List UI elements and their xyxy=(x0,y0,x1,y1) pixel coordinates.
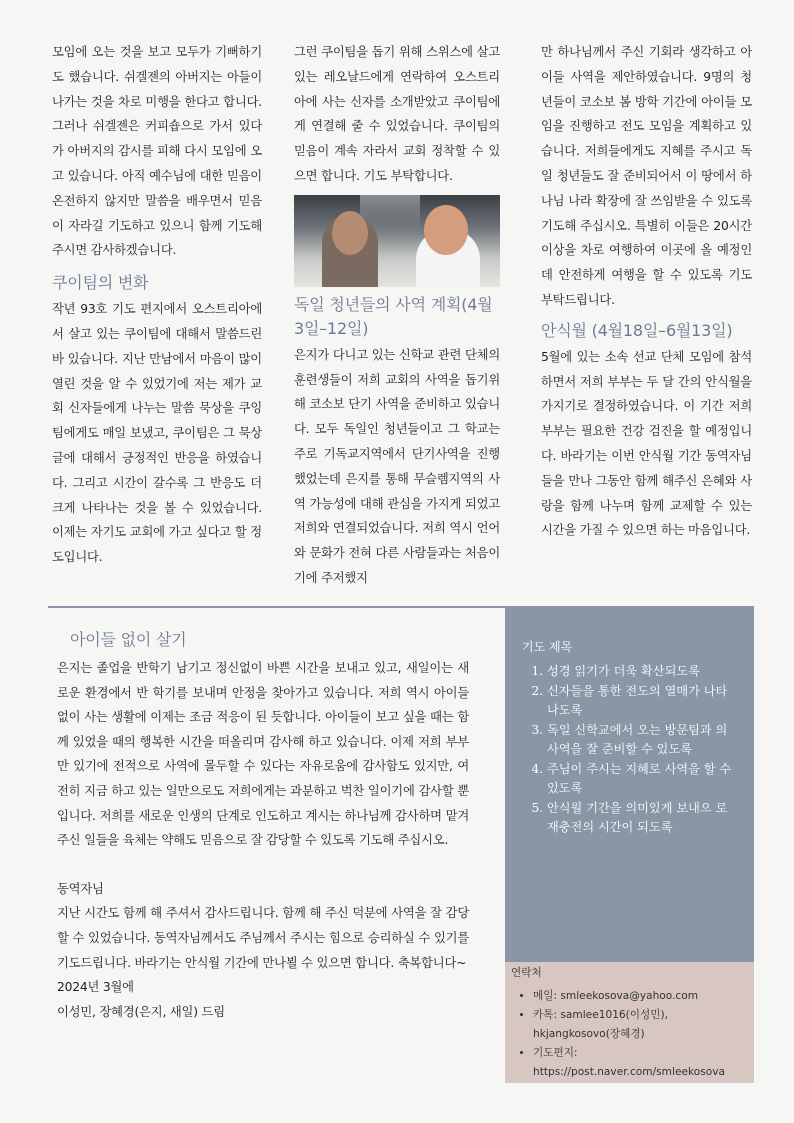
section-heading-sabbatical: 안식월 (4월18일–6월13일) xyxy=(541,320,733,340)
signature: 이성민, 장혜경(은지, 새일) 드림 xyxy=(57,1004,225,1019)
prayer-topics-title: 기도 제목 xyxy=(522,640,573,654)
contact-email[interactable]: • 메일: smleekosova@yahoo.com xyxy=(533,987,754,1006)
paragraph: 만 하나님께서 주신 기회라 생각하고 아이들 사역을 제안하였습니다. 9명의 청년들이 코소보 봄 방학 기간에 아이들 모임을 진행하고 전도 모임을 계획하고 있습니다. 저희들에게도 지혜를 주시고 독일 청년들도 잘 준비되어서 이 땅에서 하나님 나라 확장에 잘 쓰임받을 수 있도록 기도해 주십시오. 특별히 이들은 20시간 이상을 차로 여행하여 이곳에 올 예정인데 안전하게 여행을 할 수 있도록 기도 부탁드립니다. xyxy=(541,45,752,307)
section-heading-german-youth: 독일 청년들의 사역 계획(4월3일–12일) xyxy=(294,294,493,338)
paragraph: 5월에 있는 소속 선교 단체 모임에 참석하면서 저희 부부는 두 달 간의 안식월을 가지기로 결정하였습니다. 이 기간 저희 부부는 필요한 건강 검진을 할 예정입니다. 바라기는 이번 안식월 기간 동역자님들을 만나 그동안 함께 해주신 은혜와 사랑을 함께 나누며 함께 교제할 수 있는 시간을 가질 수 있으면 하는 마음입니다. xyxy=(541,349,752,538)
letter-closing-section xyxy=(57,628,469,1024)
contact-letter-link[interactable]: https://post.naver.com/smleekosova xyxy=(533,1066,725,1078)
paragraph: 은지는 졸업을 반학기 남기고 정신없이 바쁜 시간을 보내고 있고, 새일이는 새로운 환경에서 반 학기를 보내며 안정을 찾아가고 있습니다. 저희 역시 아이들 없이 사는 생활에 이제는 조금 적응이 된 듯합니다. 아이들이 보고 싶을 때는 함께 있었을 때의 행복한 시간을 떠올리며 감사해 하고 있습니다. 이제 저희 부부만 있기에 전적으로 사역에 몰두할 수 있다는 자유로움에 감사함도 있지만, 여전히 지금 하고 있는 일만으로도 저희에게는 과분하고 벅찬 일이기에 감사할 뿐입니다. 저희를 새로운 인생의 단계로 인도하고 계시는 하나님께 감사하며 맡겨주신 일들을 육체는 약해도 믿음으로 잘 감당할 수 있도록 기도해 주십시오. xyxy=(57,661,469,848)
column-3 xyxy=(541,40,752,543)
list-item: 2. 신자들을 통한 전도의 열매가 나타나도록 xyxy=(547,682,739,720)
section-heading-without-children: 아이들 없이 살기 xyxy=(70,630,187,649)
contact-box xyxy=(505,962,754,1083)
paragraph: 그런 쿠이팀을 돕기 위해 스위스에 살고 있는 레오날드에게 연락하여 오스트리아에 사는 신자를 소개받았고 쿠이팀에게 연결해 줄 수 있었습니다. 쿠이팀의 믿음이 계속 자라서 교회 정착할 수 있으면 합니다. 기도 부탁합니다. xyxy=(294,45,500,183)
paragraph: 작년 93호 기도 편지에서 오스트리아에서 살고 있는 쿠이팀에 대해서 말씀드린 바 있습니다. 지난 만남에서 마음이 많이 열린 것을 알 수 있었기에 저는 제가 교회 신자들에게 나누는 말씀 묵상을 쿠잉팀에게도 매일 보냈고, 쿠이팀은 그 묵상 글에 대해서 긍정적인 반응을 하였습니다. 그리고 시간이 갈수록 그 반응도 더 크게 나타나는 것을 볼 수 있었습니다. 이제는 자기도 교회에 가고 싶다고 할 정도입니다. xyxy=(52,302,262,565)
prayer-topics-box xyxy=(505,608,754,962)
list-item: 3. 독일 신학교에서 오는 방문팀과 의 사역을 잘 준비할 수 있도록 xyxy=(547,721,739,759)
contact-title: 연락처 xyxy=(511,967,542,979)
paragraph: 지난 시간도 함께 해 주셔서 감사드립니다. 함께 해 주신 덕분에 사역을 잘 감당할 수 있었습니다. 동역자님께서도 주님께서 주시는 힘으로 승리하실 수 있기를 기도드립니다. 바라기는 안식월 기간에 만나뵐 수 있으면 합니다. 축복합니다~ xyxy=(57,906,469,970)
list-item: 4. 주님이 주시는 지혜로 사역을 할 수 있도록 xyxy=(547,760,739,798)
greeting: 동역자님 xyxy=(57,881,104,896)
contact-kakao: • 카톡: samlee1016(이성민), hkjangkosovo(장혜경) xyxy=(533,1006,754,1044)
list-item: 1. 성경 읽기가 더욱 확산되도록 xyxy=(547,662,739,681)
paragraph: 모임에 오는 것을 보고 모두가 기뻐하기도 했습니다. 쉬겔젠의 아버지는 아들이 나가는 것을 차로 미행을 한다고 합니다. 그러나 쉬겔젠은 커피숍으로 가서 있다가 아버지의 감시를 피해 다시 모임에 오고 있습니다. 아직 예수님에 대한 믿음이 온전하지 않지만 말씀을 배우면서 믿음이 자라길 기도하고 있으니 함께 기도해 주시면 감사하겠습니다. xyxy=(52,45,262,258)
photo-two-men xyxy=(294,195,500,287)
section-heading-kuitim: 쿠이팀의 변화 xyxy=(52,273,149,293)
list-item: 5. 안식월 기간을 의미있게 보내으 로 재충전의 시간이 되도록 xyxy=(547,799,739,837)
paragraph: 은지가 다니고 있는 신학교 관련 단체의 훈련생들이 저희 교회의 사역을 돕기위해 코소보 단기 사역을 준비하고 있습니다. 모두 독일인 청년들이고 그 학교는 주로 기독교지역에서 단기사역을 진행했었는데 은지를 통해 무슬렘지역의 사역 가능성에 대해 관심을 가지게 되었고 저희와 연결되었습니다. 저희 역시 언어와 문화가 전혀 다른 사람들과는 처음이기에 주저했지 xyxy=(294,347,500,585)
date-line: 2024년 3월에 xyxy=(57,980,134,995)
contact-letter-label: 기도편지: xyxy=(533,1047,578,1059)
contact-list xyxy=(505,987,754,1082)
prayer-topics-list xyxy=(505,662,739,837)
column-1 xyxy=(52,40,262,570)
contact-letter xyxy=(533,1044,754,1082)
column-2 xyxy=(294,40,500,591)
